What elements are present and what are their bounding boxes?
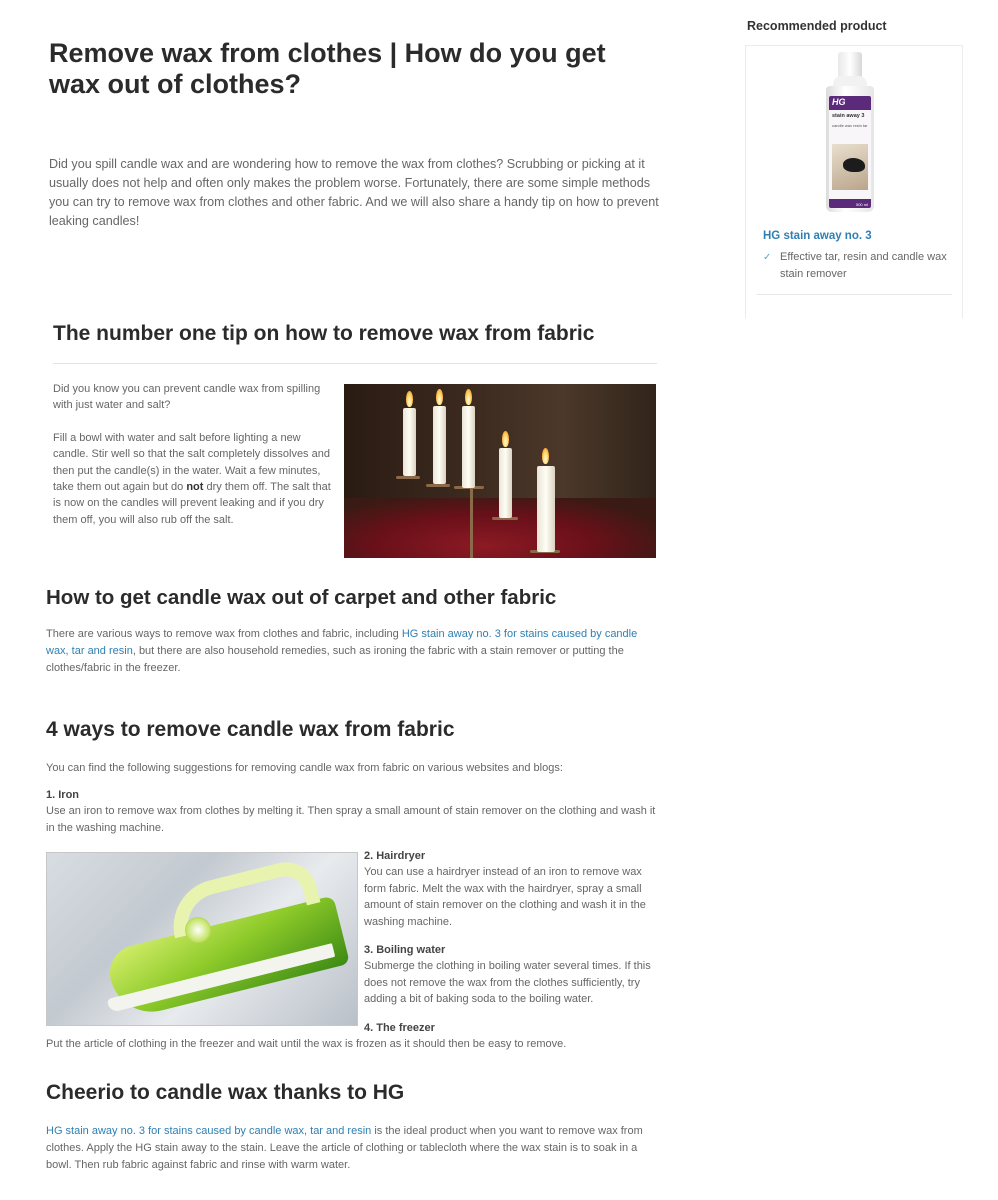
page-title: Remove wax from clothes | How do you get wax out of clothes? [49,38,606,99]
way-title: 3. Boiling water [364,944,446,956]
way-title: 4. The freezer [364,1022,435,1034]
flame [436,389,443,405]
section-ways-heading: 4 ways to remove candle wax from fabric [46,718,455,741]
way-title: 1. Iron [46,789,80,801]
flame [465,389,472,405]
candle [499,448,512,518]
flame [406,391,413,407]
feature-text: Effective tar, resin and candle wax stain remover [780,251,947,280]
candles-image [344,384,656,558]
candle [433,406,446,484]
wax-stain [843,158,865,172]
section-tip-heading: The number one tip on how to remove wax from fabric [53,322,595,345]
tip-paragraph-1: Did you know you can prevent candle wax from spilling with just water and salt? [53,383,321,412]
way-item [364,1020,656,1036]
bottle-cap [838,52,862,78]
candle [537,466,555,552]
product-link[interactable]: HG stain away no. 3 for stains caused by candle wax, tar and resin [46,628,638,657]
tip-paragraph-2 [53,430,338,528]
candle-holder [396,476,420,479]
section-carpet-text [46,626,656,676]
candle-holder [426,484,450,487]
way-item [364,848,656,930]
carpet-text-part: , but there are also household remedies, such as ironing the fabric with a stain remover or putting the clothes/fabric in the freezer. [46,644,624,674]
way-item [364,942,656,1008]
section-tip-text [53,381,338,528]
iron-image [46,852,358,1026]
product-card[interactable] [745,45,963,318]
tip-text-part: dry them off. The salt that is now on the candles will prevent leaking and if you dry them off, you will also rub off the salt. [53,481,331,526]
intro-paragraph: Did you spill candle wax and are wondering how to remove the wax from clothes? Scrubbing or picking at it usually does not help and often only makes the problem worse. Fortunately, there are some simple methods you can try to remove wax from clothes and other fabric. And we will also share a handy tip on how to prevent leaking candles! [49,157,659,228]
candle [403,408,416,476]
tip-text-bold: not [186,481,204,494]
tip-text-part: Fill a bowl with water and salt before lighting a new candle. Stir well so that the salt completely dissolves and then put the candle(s) in the water. Wait a few minutes, take them out again but do [53,431,330,494]
candle [462,406,475,488]
way-title: 2. Hairdryer [364,850,426,862]
section-hg-heading: Cheerio to candle wax thanks to HG [46,1081,405,1104]
flame [542,448,549,464]
hg-text-part: is the ideal product when you want to remove wax from clothes. Apply the HG stain away to the stain. Leave the article of clothing or tablecloth where the wax stain is to soak in a bowl. Then rub fabric against fabric and rinse with warm water. [46,1125,643,1171]
way-item [46,787,656,836]
product-name-link[interactable]: HG stain away no. 3 [763,230,872,242]
product-image[interactable] [826,52,874,212]
carpet-text-part: There are various ways to remove wax from clothes and fabric, including [46,628,402,640]
bottle-label [829,96,871,208]
section-carpet-heading: How to get candle wax out of carpet and other fabric [46,586,557,609]
label-volume: 500 ml [855,202,868,207]
hg-logo: HG [832,97,846,107]
iron-knob [185,917,211,943]
section-hg-text [46,1123,656,1173]
product-link[interactable]: HG stain away no. 3 for stains caused by candle wax, tar and resin [46,1125,372,1137]
label-subtitle: candle wax resin tar [832,123,868,128]
check-icon: ✓ [763,252,772,263]
sidebar-heading: Recommended product [747,19,887,33]
divider [53,363,657,364]
section-ways-intro: You can find the following suggestions for removing candle wax from fabric on various websites and blogs: [46,762,563,774]
label-product-name: stain away 3 [832,113,865,119]
way-text: You can use a hairdryer instead of an iron to remove wax form fabric. Melt the wax with the hairdryer, spray a small amount of stain remover on the clothing and wash it in the washing machine. [364,866,646,928]
way-text: Submerge the clothing in boiling water several times. If this does not remove the wax from the clothes sufficiently, try adding a bit of baking soda to the boiling water. [364,960,651,1006]
candelabra-stem [470,480,473,558]
way-text: Put the article of clothing in the freezer and wait until the wax is frozen as it should then be easy to remove. [46,1038,567,1050]
way-text: Use an iron to remove wax from clothes by melting it. Then spray a small amount of stain remover on the clothing and wash it in the washing machine. [46,805,656,834]
divider [757,294,952,295]
flame [502,431,509,447]
